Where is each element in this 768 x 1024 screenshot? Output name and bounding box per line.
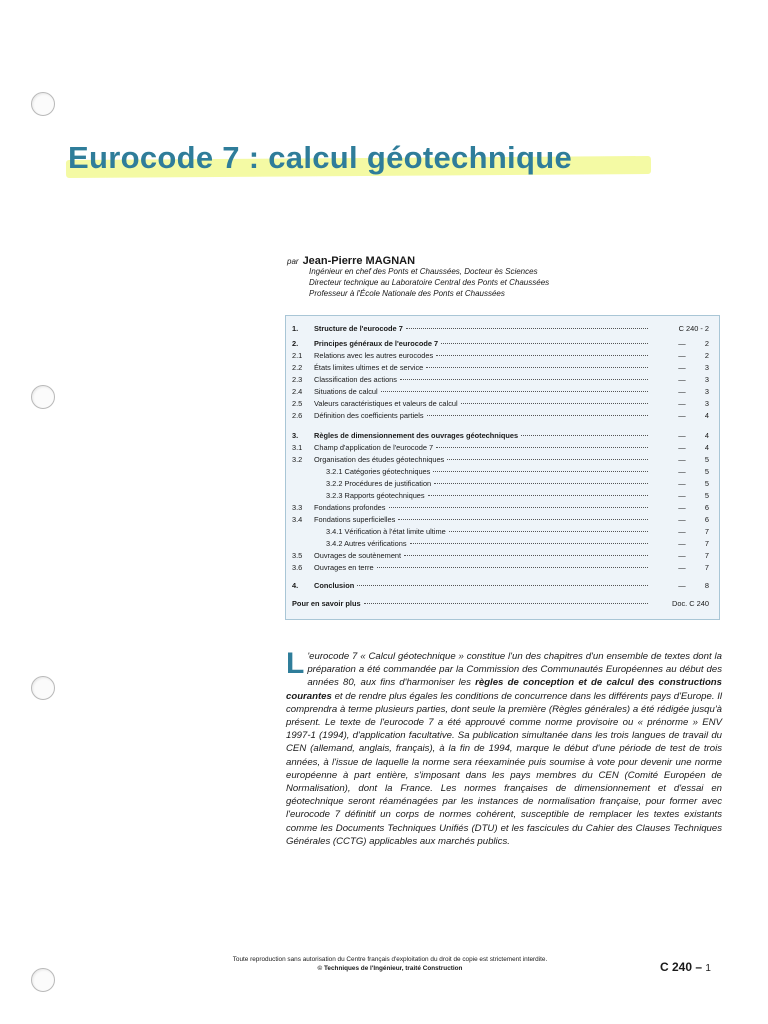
toc-page-number: 3 bbox=[704, 399, 709, 408]
toc-number: 2.4 bbox=[292, 387, 303, 396]
toc-label: Valeurs caractéristiques et valeurs de calcul bbox=[314, 399, 458, 408]
toc-dash: — bbox=[678, 363, 686, 372]
toc-row bbox=[292, 550, 709, 561]
toc-page-number: 4 bbox=[704, 431, 709, 440]
toc-page bbox=[651, 466, 709, 477]
toc-dash: — bbox=[678, 563, 686, 572]
intro-bold-phrase: règles de conception et de calcul des constructions courantes bbox=[286, 677, 722, 702]
footer bbox=[150, 955, 630, 973]
toc-dash: — bbox=[678, 431, 686, 440]
toc-number: 3. bbox=[292, 431, 299, 440]
drop-cap: L bbox=[286, 647, 305, 680]
toc-page bbox=[651, 338, 709, 349]
toc-number: 2. bbox=[292, 339, 299, 348]
toc-label: Fondations superficielles bbox=[314, 515, 396, 524]
toc-page-number: 3 bbox=[704, 387, 709, 396]
toc-label: 3.4.1 Vérification à l'état limite ultime bbox=[326, 527, 446, 536]
toc-number: 2.5 bbox=[292, 399, 303, 408]
toc-number: 3.2 bbox=[292, 455, 303, 464]
toc-page bbox=[651, 538, 709, 549]
toc-page-number: 5 bbox=[704, 455, 709, 464]
toc-page bbox=[651, 362, 709, 373]
toc-leader-dots bbox=[426, 367, 648, 368]
toc-page-number: 6 bbox=[704, 515, 709, 524]
author-prefix: par bbox=[287, 257, 299, 266]
toc-row bbox=[292, 386, 709, 397]
toc-leader-dots bbox=[364, 603, 648, 604]
toc-row bbox=[292, 398, 709, 409]
intro-text-2: et de rendre plus égales les conditions de concurrence dans les différents pays d'Europe. Il comprendra à terme plusieurs parties, dont seule la première (Règles générales) a été rédigée jusqu'à présent. Le texte de l'eurocode 7 a été approuvé comme norme provisoire ou « prénorme » ENV 1997-1 (1994), d'application facultative. Sa publication simultanée dans les trois langues de travail du CEN (allemand, anglais, français), à la fin de 1994, marque le début d'une période de test de trois années, à l'issue de laquelle la norme sera réexaminée puis soumise à vote pour devenir une norme européenne à part entière, s'imposant dans les pays membres du CEN (Comité Européen de Normalisation), dont la France. Les normes françaises de dimensionnement et d'essai en géotechnique seront réaménagées par les instances de normalisation française, pour former avec l'eurocode 7 définitif un corps de normes cohérent, susceptible de remplacer les textes existants comme les Documents Techniques Unifiés (DTU) et les fascicules du Cahier des Clauses Techniques Générales (CCTG) applicables aux marchés publics. bbox=[286, 690, 722, 847]
toc-page-number: 4 bbox=[704, 411, 709, 420]
toc-row bbox=[292, 454, 709, 465]
toc-number: 3.4 bbox=[292, 515, 303, 524]
toc-dash: — bbox=[678, 527, 686, 536]
toc-page-number: 3 bbox=[704, 375, 709, 384]
toc-dash: — bbox=[678, 399, 686, 408]
toc-number: Pour en savoir plus bbox=[292, 599, 361, 608]
toc-page bbox=[651, 490, 709, 501]
toc-label: Organisation des études géotechniques bbox=[314, 455, 445, 464]
toc-row bbox=[292, 478, 709, 489]
toc-dash: — bbox=[678, 503, 686, 512]
binder-hole bbox=[31, 92, 55, 116]
toc-leader-dots bbox=[357, 585, 648, 586]
toc-label: 3.2.3 Rapports géotechniques bbox=[326, 491, 425, 500]
binder-hole bbox=[31, 385, 55, 409]
toc-page bbox=[651, 410, 709, 421]
toc-number: 2.3 bbox=[292, 375, 303, 384]
toc-leader-dots bbox=[449, 531, 648, 532]
toc-leader-dots bbox=[389, 507, 649, 508]
author-block bbox=[287, 255, 707, 299]
toc-row bbox=[292, 514, 709, 525]
page-code: C 240 bbox=[660, 960, 693, 974]
toc-leader-dots bbox=[436, 355, 648, 356]
toc-page-ref: C 240 - 2 bbox=[678, 324, 709, 333]
author-credential: Professeur à l'École Nationale des Ponts et Chaussées bbox=[309, 288, 505, 298]
page-separator: – bbox=[692, 960, 706, 974]
toc-page-number: 4 bbox=[704, 443, 709, 452]
toc-page bbox=[651, 386, 709, 397]
toc-page bbox=[651, 514, 709, 525]
toc-number: 3.1 bbox=[292, 443, 303, 452]
toc-page bbox=[651, 350, 709, 361]
toc-leader-dots bbox=[398, 519, 648, 520]
toc-label: Situations de calcul bbox=[314, 387, 378, 396]
toc-page bbox=[651, 398, 709, 409]
toc-page bbox=[651, 598, 709, 609]
toc-page bbox=[651, 478, 709, 489]
toc-dash: — bbox=[678, 551, 686, 560]
author-credential: Directeur technique au Laboratoire Central des Ponts et Chaussées bbox=[309, 277, 550, 287]
title-block bbox=[60, 130, 680, 180]
toc-row bbox=[292, 538, 709, 549]
toc-dash: — bbox=[678, 491, 686, 500]
toc-page bbox=[651, 454, 709, 465]
table-of-contents bbox=[285, 315, 720, 620]
toc-leader-dots bbox=[400, 379, 648, 380]
toc-row bbox=[292, 466, 709, 477]
footer-notice: Toute reproduction sans autorisation du Centre français d'exploitation du droit de copie est strictement interdite. bbox=[232, 956, 548, 963]
author-name: Jean-Pierre MAGNAN bbox=[302, 255, 416, 267]
toc-dash: — bbox=[678, 375, 686, 384]
toc-label: 3.2.2 Procédures de justification bbox=[326, 479, 432, 488]
toc-leader-dots bbox=[410, 543, 648, 544]
toc-row bbox=[292, 502, 709, 513]
toc-label: Structure de l'eurocode 7 bbox=[314, 324, 403, 333]
toc-leader-dots bbox=[521, 435, 648, 436]
toc-leader-dots bbox=[381, 391, 648, 392]
toc-label: Conclusion bbox=[314, 581, 355, 590]
page-title: Eurocode 7 : calcul géotechnique bbox=[68, 140, 572, 175]
toc-page-number: 3 bbox=[704, 363, 709, 372]
toc-leader-dots bbox=[377, 567, 648, 568]
toc-row bbox=[292, 362, 709, 373]
toc-row bbox=[292, 490, 709, 501]
toc-page bbox=[651, 550, 709, 561]
toc-dash: — bbox=[678, 339, 686, 348]
toc-dash: — bbox=[678, 351, 686, 360]
toc-label: Relations avec les autres eurocodes bbox=[314, 351, 434, 360]
toc-page-number: 7 bbox=[704, 551, 709, 560]
toc-page bbox=[651, 580, 709, 591]
toc-dash: — bbox=[678, 581, 686, 590]
toc-page-number: 7 bbox=[704, 563, 709, 572]
toc-page-number: 6 bbox=[704, 503, 709, 512]
toc-number: 2.1 bbox=[292, 351, 303, 360]
toc-label: Ouvrages en terre bbox=[314, 563, 374, 572]
toc-page-number: 2 bbox=[704, 339, 709, 348]
toc-row bbox=[292, 374, 709, 385]
toc-row bbox=[292, 323, 709, 334]
toc-dash: — bbox=[678, 443, 686, 452]
toc-row bbox=[292, 410, 709, 421]
author-credential: Ingénieur en chef des Ponts et Chaussées, Docteur ès Sciences bbox=[309, 267, 538, 276]
footer-copyright: © Techniques de l'Ingénieur, traité Construction bbox=[317, 965, 463, 972]
binder-hole bbox=[31, 676, 55, 700]
toc-label: 3.4.2 Autres vérifications bbox=[326, 539, 407, 548]
toc-number: 3.6 bbox=[292, 563, 303, 572]
toc-page bbox=[651, 323, 709, 334]
toc-page-number: 2 bbox=[704, 351, 709, 360]
toc-page-number: 5 bbox=[704, 491, 709, 500]
page-number: 1 bbox=[705, 963, 711, 974]
toc-page-number: 7 bbox=[704, 539, 709, 548]
toc-dash: — bbox=[678, 467, 686, 476]
toc-label: Classification des actions bbox=[314, 375, 397, 384]
toc-number: 4. bbox=[292, 581, 299, 590]
toc-page-number: 8 bbox=[704, 581, 709, 590]
toc-label: Règles de dimensionnement des ouvrages géotechniques bbox=[314, 431, 519, 440]
binder-hole bbox=[31, 968, 55, 992]
toc-leader-dots bbox=[447, 459, 648, 460]
toc-leader-dots bbox=[436, 447, 648, 448]
toc-leader-dots bbox=[404, 555, 648, 556]
toc-leader-dots bbox=[434, 483, 648, 484]
toc-page-number: 5 bbox=[704, 467, 709, 476]
toc-page bbox=[651, 430, 709, 441]
toc-number: 3.3 bbox=[292, 503, 303, 512]
page-reference bbox=[660, 960, 711, 974]
toc-row bbox=[292, 526, 709, 537]
toc-row bbox=[292, 442, 709, 453]
toc-label: Définition des coefficients partiels bbox=[314, 411, 424, 420]
toc-label: Fondations profondes bbox=[314, 503, 386, 512]
toc-row bbox=[292, 598, 709, 609]
toc-page-ref: Doc. C 240 bbox=[672, 599, 709, 608]
toc-dash: — bbox=[678, 411, 686, 420]
toc-page-number: 5 bbox=[704, 479, 709, 488]
toc-row bbox=[292, 430, 709, 441]
toc-number: 1. bbox=[292, 324, 299, 333]
toc-leader-dots bbox=[427, 415, 648, 416]
toc-row bbox=[292, 338, 709, 349]
toc-dash: — bbox=[678, 515, 686, 524]
toc-dash: — bbox=[678, 455, 686, 464]
toc-dash: — bbox=[678, 387, 686, 396]
toc-page bbox=[651, 502, 709, 513]
toc-number: 3.5 bbox=[292, 551, 303, 560]
toc-leader-dots bbox=[433, 471, 648, 472]
toc-row bbox=[292, 580, 709, 591]
toc-leader-dots bbox=[461, 403, 648, 404]
toc-label: États limites ultimes et de service bbox=[314, 363, 424, 372]
toc-label: Principes généraux de l'eurocode 7 bbox=[314, 339, 439, 348]
toc-page bbox=[651, 526, 709, 537]
toc-leader-dots bbox=[428, 495, 648, 496]
toc-page-number: 7 bbox=[704, 527, 709, 536]
toc-label: Ouvrages de soutènement bbox=[314, 551, 402, 560]
intro-text-1: 'eurocode 7 « Calcul géotechnique » constitue l'un des chapitres d'un ensemble de textes dont la préparation a été commandée par la Commission des Communautés Européennes au début des années 80, aux fins d'harmoniser les bbox=[307, 651, 722, 689]
toc-row bbox=[292, 350, 709, 361]
toc-page bbox=[651, 562, 709, 573]
toc-dash: — bbox=[678, 539, 686, 548]
toc-page bbox=[651, 374, 709, 385]
toc-label: 3.2.1 Catégories géotechniques bbox=[326, 467, 431, 476]
toc-dash: — bbox=[678, 479, 686, 488]
toc-leader-dots bbox=[441, 343, 648, 344]
toc-page bbox=[651, 442, 709, 453]
toc-row bbox=[292, 562, 709, 573]
intro-paragraph bbox=[286, 647, 722, 848]
toc-number: 2.6 bbox=[292, 411, 303, 420]
toc-label: Champ d'application de l'eurocode 7 bbox=[314, 443, 434, 452]
toc-number: 2.2 bbox=[292, 363, 303, 372]
toc-leader-dots bbox=[406, 328, 648, 329]
